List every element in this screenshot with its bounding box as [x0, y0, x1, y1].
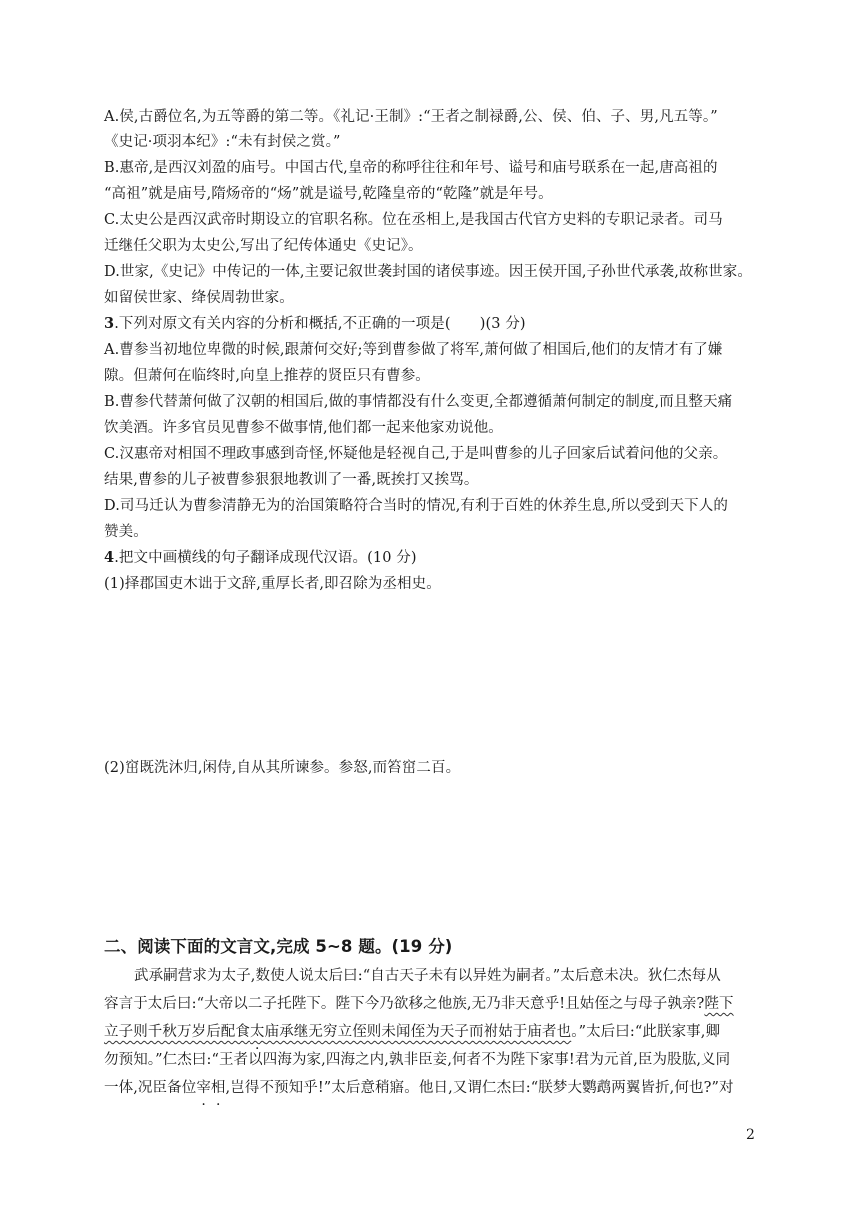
underlined-sentence-start: 陛下	[704, 996, 734, 1012]
option-a-line1: A.侯,古爵位名,为五等爵的第二等。《礼记·王制》:“王者之制禄爵,公、侯、伯、子、男,凡五等。”	[104, 109, 718, 125]
q3-option-a-line2: 隙。但萧何在临终时,向皇上推荐的贤臣只有曹参。	[104, 368, 430, 384]
option-b-line2: “高祖”就是庙号,隋炀帝的“炀”就是谥号,乾隆皇帝的“乾隆”就是年号。	[104, 186, 553, 202]
passage-line-1: 武承嗣营求为太子,数使人说太后曰:“自古天子未有以异姓为嗣者。”太后意未决。狄仁杰每从	[134, 968, 721, 984]
passage-line-2	[104, 993, 734, 1015]
q4-sentence-1: (1)择郡国吏木诎于文辞,重厚长者,即召除为丞相史。	[104, 576, 441, 592]
q3-option-c-line1: C.汉惠帝对相国不理政事感到奇怪,怀疑他是轻视自己,于是叫曹参的儿子回家后试着问他的父亲。	[104, 446, 728, 462]
dotted-char-xiang: 相	[210, 1080, 226, 1096]
option-b-line1: B.惠帝,是西汉刘盈的庙号。中国古代,皇帝的称呼往往和年号、谥号和庙号联系在一起,唐高祖的	[104, 160, 718, 176]
passage-line-4: 勿预知。”仁杰曰:“王者以四海为家,四海之内,孰非臣妾,何者不为陛下家事!君为元首,臣为股肱,义同	[104, 1052, 731, 1068]
passage-line-5-start: 一体,况臣备位	[104, 1080, 197, 1096]
question-3-number: 3	[104, 315, 115, 332]
passage-line-3	[104, 1021, 720, 1043]
q3-option-b-line2: 饮美酒。许多官员见曹参不做事情,他们都一起来他家劝说他。	[104, 420, 503, 436]
option-d-line2: 如留侯世家、绛侯周勃世家。	[104, 290, 294, 306]
q3-option-a-line1: A.曹参当初地位卑微的时候,跟萧何交好;等到曹参做了将军,萧何做了相国后,他们的友情才有了嫌	[104, 342, 723, 358]
question-4	[104, 547, 417, 569]
passage-line-5-rest: ,岂得不预知乎!”太后意稍寤。他日,又谓仁杰曰:“朕梦大鹦鹉两翼皆折,何也?”对	[225, 1080, 734, 1096]
question-3	[104, 313, 526, 335]
option-c-line2: 迁继任父职为太史公,写出了纪传体通史《史记》。	[104, 238, 423, 254]
q4-sentence-2: (2)窋既洗沐归,闲侍,自从其所谏参。参怒,而笞窋二百。	[104, 760, 461, 776]
underlined-sentence-part1: 立子则千秋万岁后配食	[104, 1024, 250, 1040]
passage-line-2-text: 容言于太后曰:“大帝以二子托陛下。陛下今乃欲移之他族,无乃非天意乎!且姑侄之与母子孰亲?	[104, 996, 705, 1012]
option-d-line1: D.世家,《史记》中传记的一体,主要记叙世袭封国的诸侯事迹。因王侯开国,子孙世代承袭,故称世家。	[104, 264, 752, 280]
q3-option-c-line2: 结果,曹参的儿子被曹参狠狠地教训了一番,既挨打又挨骂。	[104, 472, 479, 488]
option-a-line2: 《史记·项羽本纪》:“未有封侯之赏。”	[104, 134, 341, 150]
page-number: 2	[746, 1127, 755, 1143]
question-3-text: .下列对原文有关内容的分析和概括,不正确的一项是( )(3 分)	[114, 316, 526, 332]
section-2-title: 二、阅读下面的文言文,完成 5~8 题。(19 分)	[104, 937, 453, 956]
question-4-number: 4	[104, 549, 115, 566]
passage-line-5	[104, 1077, 734, 1099]
q3-option-b-line1: B.曹参代替萧何做了汉朝的相国后,做的事情都没有什么变更,全都遵循萧何制定的制度,而且整天痛	[104, 394, 733, 410]
dotted-char-tai: 太	[250, 1024, 265, 1040]
q3-option-d-line2: 赞美。	[104, 524, 148, 540]
question-4-text: .把文中画横线的句子翻译成现代汉语。(10 分)	[114, 550, 417, 566]
passage-line-3-rest: 。”太后曰:“此朕家事,卿	[571, 1024, 721, 1040]
q3-option-d-line1: D.司马迁认为曹参清静无为的治国策略符合当时的情况,有利于百姓的休养生息,所以受到天下人的	[104, 498, 728, 514]
option-c-line1: C.太史公是西汉武帝时期设立的官职名称。位在丞相上,是我国古代官方史料的专职记录者。司马	[104, 212, 723, 228]
dotted-char-zai: 宰	[196, 1080, 211, 1096]
underlined-sentence-part2: 庙承继无穷立侄则未闻侄为天子而祔姑于庙者也	[264, 1024, 572, 1040]
